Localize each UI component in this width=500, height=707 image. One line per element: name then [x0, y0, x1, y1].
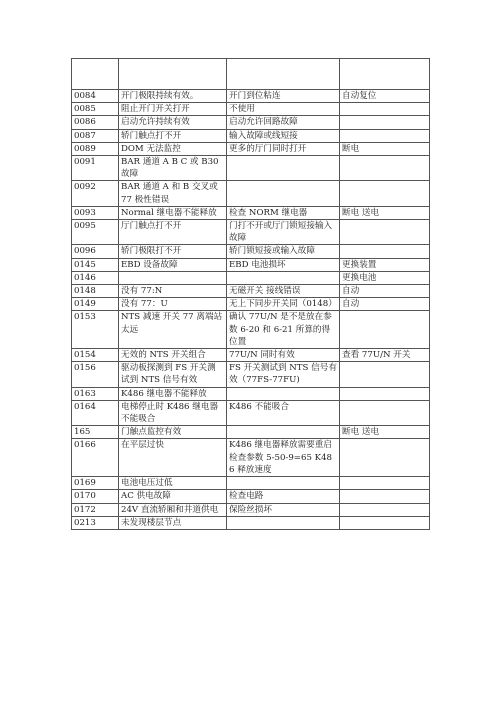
table-row [72, 59, 430, 90]
fault-cause-cell: 确认 77U/N 是不是放在参数 6-20 和 6-21 所算的得位置 [227, 311, 340, 349]
fault-description-cell: 阻止开门开关打开 [119, 103, 227, 116]
fault-action-cell [340, 490, 430, 503]
table-row [72, 156, 430, 181]
fault-cause-cell: 无上下同步开关同（0148） [227, 298, 340, 311]
fault-action-cell: 自动复位 [340, 90, 430, 103]
fault-description-cell: BAR 通道 A 和 B 交叉或 77 极性错误 [119, 181, 227, 206]
fault-description-cell [119, 271, 227, 284]
fault-description-cell: EBD 设备故障 [119, 258, 227, 271]
fault-description-cell: 未发现楼层节点 [119, 516, 227, 529]
fault-code-cell: 0095 [72, 220, 119, 245]
fault-code-cell: 0089 [72, 142, 119, 155]
fault-action-cell [340, 220, 430, 245]
fault-description-cell: 没有 77：U [119, 298, 227, 311]
fault-action-cell [340, 400, 430, 425]
table-row [72, 426, 430, 439]
fault-action-cell [340, 103, 430, 116]
fault-description-cell: 24V 直流轿厢和井道供电 [119, 503, 227, 516]
fault-code-cell: 0213 [72, 516, 119, 529]
fault-action-cell: 自动 [340, 285, 430, 298]
fault-action-cell [340, 245, 430, 258]
fault-action-cell [340, 516, 430, 529]
table-row [72, 298, 430, 311]
fault-cause-cell [227, 59, 340, 90]
table-row [72, 503, 430, 516]
fault-action-cell [340, 439, 430, 477]
fault-action-cell: 更换电池 [340, 271, 430, 284]
fault-description-cell: 驱动板探测到 FS 开关测试到 NTS 信号有效 [119, 362, 227, 387]
fault-description-cell: BAR 通道 A B C 或 B30 故障 [119, 156, 227, 181]
fault-action-cell [340, 477, 430, 490]
fault-code-cell: 0084 [72, 90, 119, 103]
table-row [72, 116, 430, 129]
fault-cause-cell: 门打不开或厅门锁短接输入故障 [227, 220, 340, 245]
fault-cause-cell [227, 156, 340, 181]
fault-code-cell: 0092 [72, 181, 119, 206]
fault-description-cell: 在平层过快 [119, 439, 227, 477]
fault-code-cell: 0156 [72, 362, 119, 387]
fault-cause-cell [227, 387, 340, 400]
fault-action-cell [340, 503, 430, 516]
table-row [72, 90, 430, 103]
fault-code-cell: 165 [72, 426, 119, 439]
fault-code-cell: 0096 [72, 245, 119, 258]
fault-code-rows [72, 59, 430, 530]
table-row [72, 271, 430, 284]
fault-code-cell: 0145 [72, 258, 119, 271]
fault-code-cell: 0154 [72, 349, 119, 362]
fault-description-cell: AC 供电故障 [119, 490, 227, 503]
table-row [72, 142, 430, 155]
fault-code-cell: 0163 [72, 387, 119, 400]
fault-cause-cell: 保险丝损坏 [227, 503, 340, 516]
fault-description-cell [119, 59, 227, 90]
fault-action-cell [340, 362, 430, 387]
fault-code-cell: 0085 [72, 103, 119, 116]
fault-description-cell: K486 继电器不能释放 [119, 387, 227, 400]
fault-action-cell [340, 156, 430, 181]
table-row [72, 516, 430, 529]
fault-cause-cell [227, 271, 340, 284]
fault-code-cell [72, 59, 119, 90]
fault-cause-cell [227, 477, 340, 490]
table-row [72, 439, 430, 477]
fault-code-cell: 0153 [72, 311, 119, 349]
fault-cause-cell: 无磁开关 接线错误 [227, 285, 340, 298]
fault-action-cell: 断电 送电 [340, 206, 430, 219]
table-row [72, 258, 430, 271]
fault-cause-cell: 开门到位粘连 [227, 90, 340, 103]
fault-code-cell: 0166 [72, 439, 119, 477]
fault-description-cell: 电池电压过低 [119, 477, 227, 490]
table-row [72, 206, 430, 219]
fault-action-cell [340, 311, 430, 349]
fault-description-cell: 门触点监控有效 [119, 426, 227, 439]
fault-description-cell: 电梯停止时 K486 继电器不能吸合 [119, 400, 227, 425]
fault-action-cell [340, 181, 430, 206]
table-row [72, 387, 430, 400]
table-row [72, 311, 430, 349]
fault-description-cell: Normal 继电器不能释放 [119, 206, 227, 219]
fault-action-cell: 断电 送电 [340, 426, 430, 439]
fault-cause-cell [227, 516, 340, 529]
fault-code-cell: 0093 [72, 206, 119, 219]
fault-action-cell [340, 116, 430, 129]
fault-code-table [71, 58, 430, 530]
table-row [72, 477, 430, 490]
fault-cause-cell: FS 开关测试到 NTS 信号有效（77FS-77FU) [227, 362, 340, 387]
fault-code-cell: 0164 [72, 400, 119, 425]
fault-description-cell: NTS 减速 开关 77 离端站太远 [119, 311, 227, 349]
fault-code-cell: 0172 [72, 503, 119, 516]
table-row [72, 285, 430, 298]
fault-code-cell: 0146 [72, 271, 119, 284]
fault-cause-cell: 输入故障或线短接 [227, 129, 340, 142]
fault-code-cell: 0149 [72, 298, 119, 311]
fault-cause-cell [227, 181, 340, 206]
fault-description-cell: 厅门触点打不开 [119, 220, 227, 245]
fault-description-cell: 没有 77:N [119, 285, 227, 298]
table-row [72, 181, 430, 206]
table-row [72, 129, 430, 142]
fault-cause-cell: 启动允许回路故障 [227, 116, 340, 129]
fault-code-cell: 0169 [72, 477, 119, 490]
fault-action-cell: 更换装置 [340, 258, 430, 271]
fault-action-cell [340, 129, 430, 142]
table-row [72, 245, 430, 258]
fault-code-cell: 0087 [72, 129, 119, 142]
fault-cause-cell: K486 不能吸合 [227, 400, 340, 425]
table-row [72, 400, 430, 425]
table-row [72, 220, 430, 245]
fault-cause-cell [227, 426, 340, 439]
fault-action-cell [340, 59, 430, 90]
table-row [72, 490, 430, 503]
fault-description-cell: 轿门触点打不开 [119, 129, 227, 142]
fault-action-cell [340, 387, 430, 400]
fault-description-cell: 启动允许持续有效 [119, 116, 227, 129]
fault-action-cell: 查看 77U/N 开关 [340, 349, 430, 362]
fault-cause-cell: 77U/N 同时有效 [227, 349, 340, 362]
fault-code-cell: 0091 [72, 156, 119, 181]
fault-action-cell: 断电 [340, 142, 430, 155]
table-row [72, 349, 430, 362]
fault-cause-cell: EBD 电池损坏 [227, 258, 340, 271]
fault-description-cell: DOM 无法监控 [119, 142, 227, 155]
table-row [72, 103, 430, 116]
fault-description-cell: 轿门极限打不开 [119, 245, 227, 258]
fault-code-cell: 0086 [72, 116, 119, 129]
fault-action-cell: 自动 [340, 298, 430, 311]
fault-cause-cell: 轿门锁短接或输入故障 [227, 245, 340, 258]
fault-cause-cell: 检查电路 [227, 490, 340, 503]
fault-code-cell: 0170 [72, 490, 119, 503]
fault-cause-cell: K486 继电器释放需要重启检查参数 5-50-9=65 K486 释放速度 [227, 439, 340, 477]
fault-code-cell: 0148 [72, 285, 119, 298]
fault-description-cell: 开门极限持续有效。 [119, 90, 227, 103]
fault-cause-cell: 检查 NORM 继电器 [227, 206, 340, 219]
table-row [72, 362, 430, 387]
fault-cause-cell: 更多的厅门同时打开 [227, 142, 340, 155]
fault-cause-cell: 不使用 [227, 103, 340, 116]
fault-description-cell: 无效的 NTS 开关组合 [119, 349, 227, 362]
